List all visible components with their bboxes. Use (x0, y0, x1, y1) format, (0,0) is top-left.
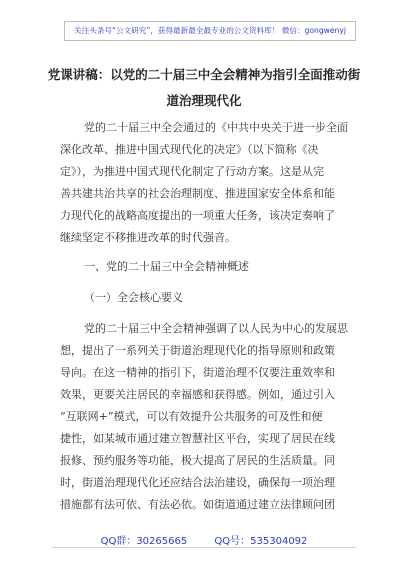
paragraph-line: 深化改革、推进中国式现代化的决定》（以下简称《决 (60, 143, 319, 156)
body-paragraph (60, 318, 350, 516)
paragraph-line: 捷性，如某城市通过建立智慧社区平台，实现了居民在线 (60, 432, 335, 445)
paragraph-line: 继续坚定不移推进改革的时代强音。 (60, 231, 236, 244)
document-title-line-1: 党课讲稿：以党的二十届三中全会精神为指引全面推动街 (47, 67, 361, 82)
paragraph-line: 善共建共治共享的社会治理制度、推进国家安全体系和能 (60, 187, 335, 200)
footer (0, 532, 408, 547)
section-heading: 一、党的二十届三中全会精神概述 (84, 260, 249, 273)
subsection-heading: （一）全会核心要义 (84, 291, 183, 304)
paragraph-line: 效果，更要关注居民的幸福感和获得感。例如，通过引入 (60, 388, 335, 401)
paragraph-line: 党的二十届三中全会精神强调了以人民为中心的发展思 (84, 322, 348, 335)
footer-divider (52, 547, 356, 548)
footer-qq-group: QQ群：30265665 (100, 536, 188, 547)
paragraph-line: 想，提出了一系列关于街道治理现代化的指导原则和政策 (60, 344, 335, 357)
intro-paragraph (60, 117, 350, 249)
paragraph-line: 时，街道治理现代化还应结合法治建设，确保每一项治理 (60, 476, 335, 489)
document-title-line-2: 道治理现代化 (166, 93, 242, 108)
paragraph-line: 报修、预约服务等功能，极大提高了居民的生活质量。同 (60, 454, 335, 467)
paragraph-line: 力现代化的战略高度提出的一项重大任务，该决定奏响了 (60, 209, 335, 222)
paragraph-line: 导向。在这一精神的指引下，街道治理不仅要注重效率和 (60, 366, 335, 379)
paragraph-line: 党的二十届三中全会通过的《中共中央关于进一步全面 (84, 121, 348, 134)
paragraph-line: 定》），为推进中国式现代化制定了行动方案。这是从完 (60, 165, 324, 178)
footer-qq-number: QQ号：535304092 (214, 536, 308, 547)
paragraph-line: 措施都有法可依、有法必依。如街道通过建立法律顾问团 (60, 498, 335, 511)
paragraph-line: “互联网+”模式，可以有效提升公共服务的可及性和便 (60, 410, 323, 423)
header-banner: 关注头条号“公文研究”，获得最新最全最专业的公文资料库！ 微信：gongwenyj (64, 21, 356, 41)
